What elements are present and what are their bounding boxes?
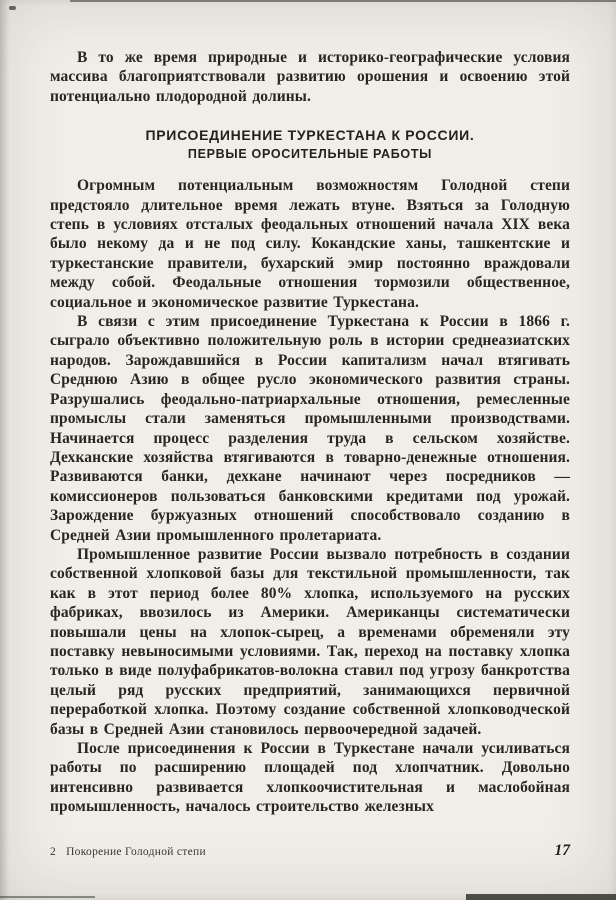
body-paragraph: Огромным потенциальным возможностям Голодной степи предстояло длительное время лежать втуне. Взяться за Голодную степь в условиях отсталых феодальных отношений начала XIX века было некому да и не под силу. Кокандские ханы, ташкентские и туркестанские правители, бухарский эмир постоянно враждовали между собой. Феодальные отношения тормозили общественное, социальное и экономическое развитие Туркестана. bbox=[50, 177, 570, 311]
intro-paragraph: В то же время природные и историко-географические условия массива благоприятствовали развитию орошения и освоению этой потенциально плодородной долины. bbox=[50, 49, 570, 105]
text-block bbox=[50, 48, 570, 817]
body-paragraph: Промышленное развитие России вызвало потребность в создании собственной хлопковой базы для текстильной промышленности, так как в этот период более 80% хлопка, используемого на русских фабриках, ввозилось из Америки. Американцы систематически повышали цены на хлопок-сырец, а временами обременяли эту поставку невыносимыми условиями. Так, переход на поставку хлопка только в виде полуфабрикатов-волокна ставил под угрозу банкротства целый ряд русских предприятий, занимающихся первичной переработкой хлопка. Поэтому создание собственной хлопководческой базы в Средней Азии становилось первоочередной задачей. bbox=[50, 545, 570, 738]
section-heading-line-1: ПРИСОЕДИНЕНИЕ ТУРКЕСТАНА К РОССИИ. bbox=[145, 127, 475, 144]
section-heading-line-2: ПЕРВЫЕ ОРОСИТЕЛЬНЫЕ РАБОТЫ bbox=[187, 147, 433, 162]
section-heading bbox=[50, 127, 570, 161]
page-footer bbox=[50, 842, 570, 860]
print-signature bbox=[50, 846, 206, 858]
page-number: 17 bbox=[554, 842, 570, 859]
print-signature-number: 2 bbox=[50, 846, 57, 858]
body-paragraph: После присоединения к России в Туркестане начали усиливаться работы по расширению площадей под хлопчатник. Довольно интенсивно развивается хлопкоочистительная и маслобойная промышленность, началось строительство железных bbox=[50, 740, 570, 816]
scan-artifact-bottom-left bbox=[0, 896, 95, 898]
scan-artifact-bottom-right bbox=[466, 894, 616, 900]
body-paragraph: В связи с этим присоединение Туркестана к России в 1866 г. сыграло объективно положительную роль в истории среднеазиатских народов. Зарождавшийся в России капитализм начал втягивать Среднюю Азию в общее русло экономического развития страны. Разрушались феодально-патриархальные отношения, ремесленные промыслы стали заменяться промышленными производствами. Начинается процесс разделения труда в сельском хозяйстве. Дехканские хозяйства втягиваются в товарно-денежные отношения. Развиваются банки, дехкане начинают через посредников — комиссионеров пользоваться банковскими кредитами под урожай. Зарождение буржуазных отношений способствовало созданию в Средней Азии промышленного пролетариата. bbox=[50, 313, 570, 544]
scan-artifact-top-edge bbox=[70, 0, 616, 2]
print-signature-title: Покорение Голодной степи bbox=[66, 846, 206, 858]
scan-artifact-top-left-speck bbox=[9, 6, 16, 10]
scan-artifact-left-shade bbox=[0, 0, 10, 900]
